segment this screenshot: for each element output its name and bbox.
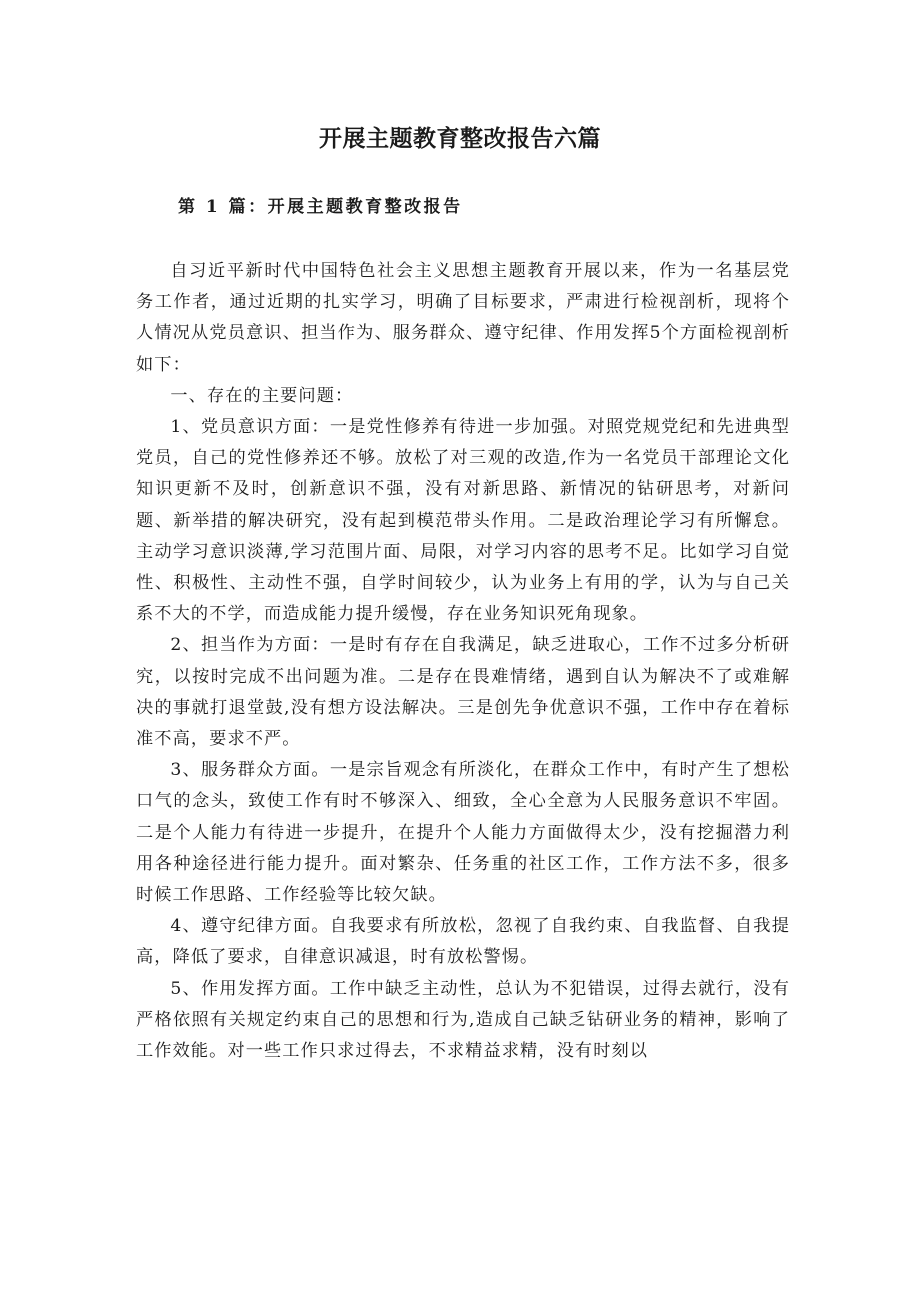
- paragraph-role: 5、作用发挥方面。工作中缺乏主动性，总认为不犯错误，过得去就行，没有严格依照有关规定约束自己的思想和行为,造成自己缺乏钻研业务的精神，影响了工作效能。对一些工作只求过得去，不求精益求精，没有时刻以: [136, 978, 790, 1062]
- paragraph-intro: 自习近平新时代中国特色社会主义思想主题教育开展以来，作为一名基层党务工作者，通过近期的扎实学习，明确了目标要求，严肃进行检视剖析，现将个人情况从党员意识、担当作为、服务群众、遵守纪律、作用发挥5个方面检视剖析如下：: [136, 261, 790, 375]
- paragraph-party-awareness: 1、党员意识方面：一是党性修养有待进一步加强。对照党规党纪和先进典型党员，自己的党性修养还不够。放松了对三观的改造,作为一名党员干部理论文化知识更新不及时，创新意识不强，没有对新思路、新情况的钻研思考，对新问题、新举措的解决研究，没有起到模范带头作用。二是政治理论学习有所懈怠。主动学习意识淡薄,学习范围片面、局限，对学习内容的思考不足。比如学习自觉性、积极性、主动性不强，自学时间较少，认为业务上有用的学，认为与自己关系不大的不学，而造成能力提升缓慢，存在业务知识死角现象。: [136, 417, 790, 625]
- paragraph-discipline: 4、遵守纪律方面。自我要求有所放松，忽视了自我约束、自我监督、自我提高，降低了要求，自律意识减退，时有放松警惕。: [136, 916, 790, 968]
- paragraph-problems-heading: 一、存在的主要问题：: [170, 385, 354, 406]
- section-heading: 第 1 篇：开展主题教育整改报告: [178, 197, 463, 217]
- document-body: [136, 256, 790, 1067]
- document-title: 开展主题教育整改报告六篇: [319, 126, 601, 152]
- paragraph-serving-masses: 3、服务群众方面。一是宗旨观念有所淡化，在群众工作中，有时产生了想松口气的念头，致使工作有时不够深入、细致，全心全意为人民服务意识不牢固。二是个人能力有待进一步提升，在提升个人能力方面做得太少，没有挖掘潜力利用各种途径进行能力提升。面对繁杂、任务重的社区工作，工作方法不多，很多时候工作思路、工作经验等比较欠缺。: [136, 760, 790, 906]
- paragraph-responsibility: 2、担当作为方面：一是时有存在自我满足，缺乏进取心，工作不过多分析研究，以按时完成不出问题为准。二是存在畏难情绪，遇到自认为解决不了或难解决的事就打退堂鼓,没有想方设法解决。三是创先争优意识不强，工作中存在着标准不高，要求不严。: [136, 635, 790, 750]
